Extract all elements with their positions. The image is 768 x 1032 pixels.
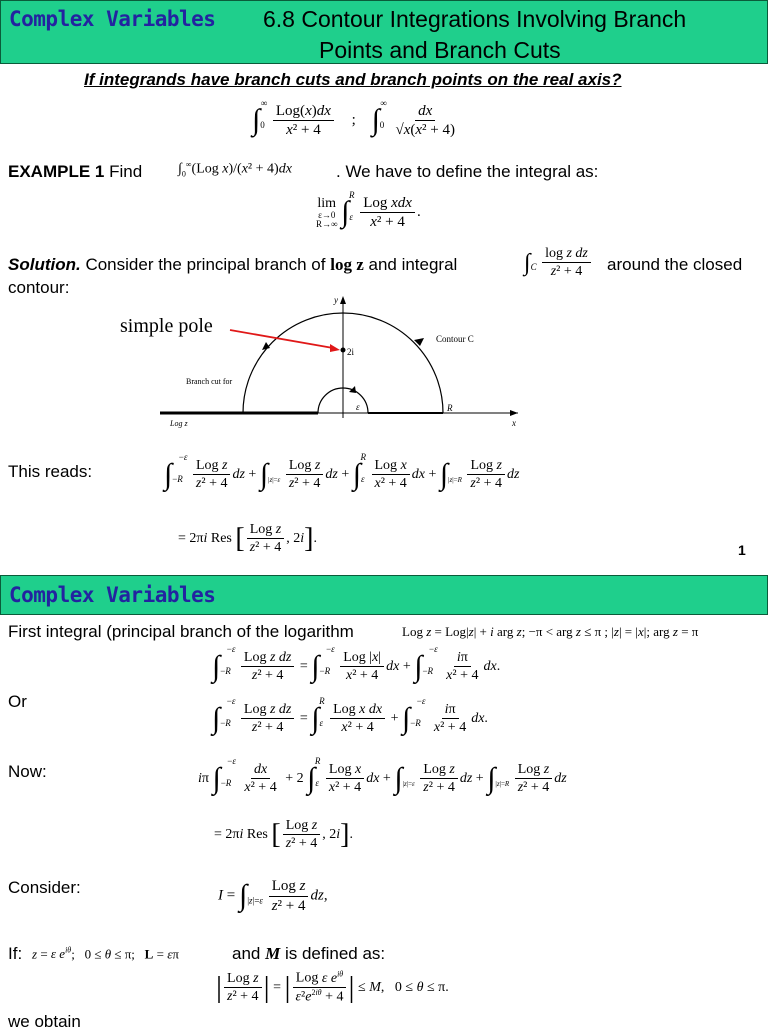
if-label: If:	[8, 944, 23, 963]
solution-label: Solution.	[8, 255, 81, 274]
r-label: R	[447, 403, 453, 413]
contour-label: Contour C	[436, 334, 474, 344]
simple-pole-arrow	[230, 330, 333, 348]
pole-dot	[341, 348, 346, 353]
log-definition: Log z = Log|z| + i arg z; −π < arg z ≤ π ; |z| = |x|; arg z = π	[402, 624, 699, 639]
brand-title-2: Complex Variables	[9, 583, 216, 607]
if-conditions: z = ε $e^{i\theta}$; 0 ≤ θ ≤ π; L = επ	[32, 946, 179, 962]
example-integral-inline: $\int_0^\infty(Log$ x)/(x² + 4)dx	[178, 160, 292, 179]
solution-integral: $\int_C$ $\frac{\text{log z dz}}{\text{z² + 4}}$	[524, 246, 593, 280]
now-label: Now:	[8, 762, 47, 781]
m-label: M	[265, 944, 281, 963]
reads-equation: $\int_{-R}^{-\varepsilon}$ $\frac{\text{Log z}}{\text{z² + 4}}$ dz + $\int_{|z|=\varepsilon}$ $\frac{\text{Log z}}{\text{z² + 4}}$ dz + $\int_\varepsilon^R$ $\frac{\text{Log x}}{\text{x² + 4}}$ dx + $\int_{|z|=R}$ $\frac{\text{Log z}}{\text{z² + 4}}$ dz	[164, 452, 520, 492]
example-integrals: $\int_0^\infty$ $\frac{\text{Log(x)dx}}{\text{x² + 4}}$ ; $\int_0^\infty$ $\frac{dx}{\text{√x(x² + 4)}}$	[252, 98, 455, 139]
example-line	[8, 162, 142, 182]
branch-cut-label: Branch cut for	[186, 377, 233, 386]
simple-pole-label: simple pole	[120, 315, 213, 337]
y-axis-arrow	[340, 296, 346, 304]
if-line	[8, 944, 22, 964]
solution-text4: contour:	[8, 278, 70, 297]
second-eq: $\int_{-R}^{-\varepsilon}$ $\frac{\text{Log z dz}}{\text{z² + 4}}$ = $\int_\varepsilon^R$ $\frac{\text{Log x dx}}{\text{x² + 4}}$ + $\int_{-R}^{-\varepsilon}$ $\frac{i\pi}{\text{x² + 4}}$ dx.	[212, 696, 488, 736]
logz-label: Log z	[170, 419, 188, 428]
bound-eq: | $\frac{\text{Log z}}{\text{z² + 4}}$ | = | $\frac{Log \varepsilon e^{i\theta}}{\varepsilon^2e^{2i\theta} + 4}$ | ≤ M, 0 ≤ θ ≤ π.	[216, 969, 449, 1005]
solution-text2: and integral	[368, 255, 458, 274]
solution-text1: Consider the principal branch of	[85, 255, 326, 274]
x-axis-arrow	[510, 410, 518, 416]
slide2-header	[0, 575, 768, 615]
solution-logz: log z	[330, 255, 364, 274]
brand-title: Complex Variables	[9, 7, 216, 31]
question-heading: If integrands have branch cuts and branch points on the real axis?	[84, 70, 622, 89]
pole-label: 2i	[347, 347, 355, 357]
x-label: x	[512, 418, 516, 428]
first-eq: $\int_{-R}^{-\varepsilon}$ $\frac{\text{Log z dz}}{\text{z² + 4}}$ = $\int_{-R}^{-\varepsilon}$ $\frac{\text{Log |x|}}{\text{x² + 4}}$ dx + $\int_{-R}^{-\varepsilon}$ $\frac{i\pi}{\text{x² + 4}}$ dx.	[212, 644, 501, 684]
consider-label: Consider:	[8, 878, 81, 897]
consider-eq: $I = \int_{|z|=\varepsilon}$ $\frac{\text{Log z}}{\text{z² + 4}}$ dz,	[218, 878, 328, 914]
contour-figure	[0, 290, 768, 430]
now-result: = 2πi Res [ $\frac{\text{Log z}}{\text{z² + 4}}$ , 2i].	[214, 818, 353, 852]
slide1-header	[0, 0, 768, 64]
now-eq: iπ $\int_{-R}^{-\varepsilon}$ $\frac{dx}{\text{x² + 4}}$ + 2 $\int_\varepsilon^R$ $\frac{\text{Log x}}{\text{x² + 4}}$ dx + $\int_{|z|=\varepsilon}$ $\frac{\text{Log z}}{\text{z² + 4}}$ dz + $\int_{|z|=R}$ $\frac{\text{Log z}}{\text{z² + 4}}$ dz	[198, 756, 567, 796]
and-label: and	[232, 944, 261, 963]
solution-text3: around the closed	[607, 255, 743, 274]
reads-result: = 2πi Res [ $\frac{\text{Log z}}{\text{z² + 4}}$ , 2i].	[178, 522, 317, 556]
slide-title-line2: Points and Branch Cuts	[319, 37, 561, 63]
page-number: 1	[738, 542, 746, 558]
solution-line	[8, 255, 457, 275]
or-label: Or	[8, 692, 27, 711]
example-find: Find	[109, 162, 143, 181]
example-rest: . We have to define the integral as:	[336, 162, 599, 181]
first-integral-text: First integral (principal branch of the logarithm	[8, 622, 354, 641]
eps-label: ε	[356, 402, 360, 412]
example-label: EXAMPLE 1	[8, 162, 105, 181]
this-reads: This reads:	[8, 462, 93, 481]
we-obtain: we obtain	[8, 1012, 81, 1031]
and-m-line	[232, 944, 385, 964]
y-label: y	[334, 295, 338, 305]
slide-title-line1: 6.8 Contour Integrations Involving Branch	[263, 6, 687, 32]
defined-label: is defined as:	[284, 944, 386, 963]
limit-definition: lim ε→0 R→∞ $\int_\varepsilon^R$ $\frac{\text{Log xdx}}{\text{x² + 4}}$ .	[316, 190, 421, 231]
